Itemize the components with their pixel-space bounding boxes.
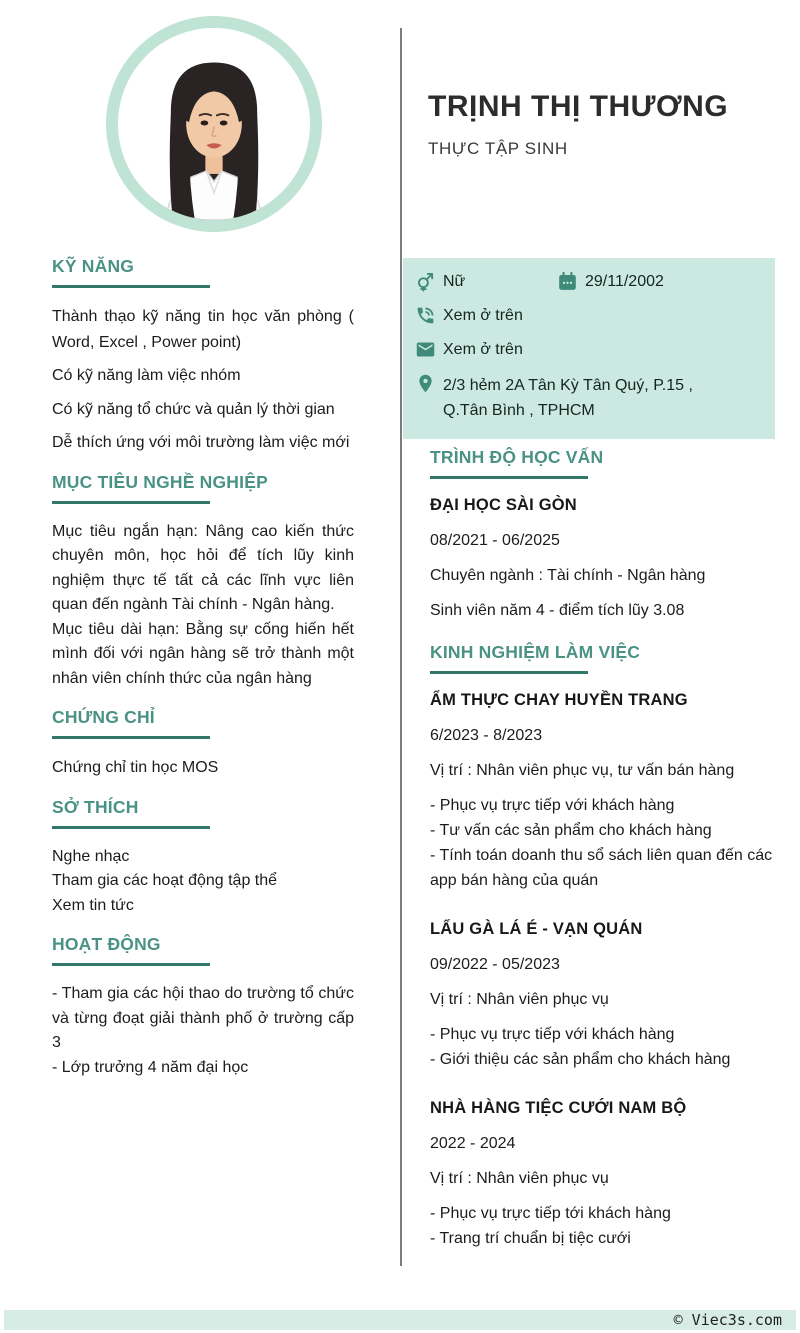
- objective-short-term: Mục tiêu ngắn hạn: Nâng cao kiến thức chuyên môn, học hỏi để tích lũy kinh nghiệm thực tế tất cả các lĩnh vực liên quan đến ngành Tài chính - Ngân hàng.: [52, 522, 354, 613]
- job-entry: [430, 690, 776, 893]
- skill-item: Dễ thích ứng với môi trường làm việc mới: [52, 434, 350, 451]
- candidate-title: THỰC TẬP SINH: [428, 139, 568, 158]
- hobbies-heading: SỞ THÍCH: [52, 796, 139, 817]
- gender-value: Nữ: [443, 273, 466, 290]
- job-bullet: - Trang trí chuẩn bị tiệc cưới: [430, 1230, 631, 1247]
- address-value: [443, 373, 693, 423]
- job-entry: [430, 1098, 776, 1251]
- heading-underline: [430, 671, 588, 674]
- address-line-2: Q.Tân Bình , TPHCM: [443, 402, 595, 419]
- contact-row-address: [415, 373, 763, 423]
- job-bullets: [430, 793, 776, 893]
- contact-row-phone: [415, 305, 763, 326]
- heading-underline: [52, 285, 210, 288]
- objective-heading: MỤC TIÊU NGHỀ NGHIỆP: [52, 471, 268, 492]
- section-activities: [52, 933, 354, 1080]
- section-education: [430, 446, 776, 623]
- location-icon: [415, 373, 436, 394]
- candidate-name: TRỊNH THỊ THƯƠNG: [428, 90, 729, 123]
- skill-item: Có kỹ năng tổ chức và quản lý thời gian: [52, 400, 335, 418]
- job-entry: [430, 919, 776, 1072]
- gender-icon: [415, 271, 436, 292]
- school-name: ĐẠI HỌC SÀI GÒN: [430, 496, 577, 514]
- activity-item: - Tham gia các hội thao do trường tổ chức và từng đoạt giải thành phố ở trường cấp 3: [52, 985, 354, 1051]
- skills-heading: KỸ NĂNG: [52, 256, 135, 276]
- hobby-item: Nghe nhạc: [52, 847, 130, 865]
- job-bullet: - Phục vụ trực tiếp tới khách hàng: [430, 1205, 671, 1222]
- section-objective: [52, 471, 354, 692]
- heading-underline: [52, 736, 210, 739]
- job-position: Vị trí : Nhân viên phục vụ, tư vấn bán hàng: [430, 762, 735, 779]
- hobby-item: Xem tin tức: [52, 896, 134, 914]
- header: [428, 90, 778, 159]
- section-certificates: [52, 706, 354, 781]
- education-major: Chuyên ngành : Tài chính - Ngân hàng: [430, 567, 706, 584]
- activities-heading: HOẠT ĐỘNG: [52, 934, 161, 954]
- right-column: [430, 446, 776, 1251]
- job-position: Vị trí : Nhân viên phục vụ: [430, 1170, 609, 1187]
- education-heading: TRÌNH ĐỘ HỌC VẤN: [430, 447, 604, 467]
- job-bullet: - Tính toán doanh thu sổ sách liên quan đến các app bán hàng của quán: [430, 847, 773, 889]
- education-status: Sinh viên năm 4 - điểm tích lũy 3.08: [430, 602, 685, 619]
- heading-underline: [430, 476, 588, 479]
- activity-item: - Lớp trưởng 4 năm đại học: [52, 1058, 249, 1076]
- birth-date-value: 29/11/2002: [585, 273, 664, 290]
- hobby-item: Tham gia các hoạt động tập thể: [52, 872, 278, 889]
- job-bullets: [430, 1201, 776, 1251]
- calendar-icon: [557, 271, 578, 292]
- company-name: NHÀ HÀNG TIỆC CƯỚI NAM BỘ: [430, 1099, 687, 1117]
- column-divider: [400, 28, 402, 1266]
- job-bullet: - Giới thiệu các sản phẩm cho khách hàng: [430, 1051, 731, 1068]
- phone-value: Xem ở trên: [443, 307, 523, 324]
- job-period: 6/2023 - 8/2023: [430, 727, 543, 744]
- email-icon: [415, 339, 436, 360]
- heading-underline: [52, 826, 210, 829]
- certificate-item: Chứng chỉ tin học MOS: [52, 759, 219, 776]
- gender-group: [415, 271, 557, 292]
- skill-item: Thành thạo kỹ năng tin học văn phòng ( Word, Excel , Power point): [52, 308, 354, 351]
- phone-icon: [415, 305, 436, 326]
- job-bullet: - Phục vụ trực tiếp với khách hàng: [430, 797, 675, 814]
- left-column: [52, 255, 354, 1080]
- objective-long-term: Mục tiêu dài hạn: Bằng sự cống hiến hết mình đối với ngân hàng sẽ trở thành một nhân viên chính thức của ngân hàng: [52, 620, 354, 687]
- avatar: [118, 28, 310, 220]
- experience-heading: KINH NGHIỆM LÀM VIỆC: [430, 642, 641, 662]
- job-position: Vị trí : Nhân viên phục vụ: [430, 991, 609, 1008]
- heading-underline: [52, 501, 210, 504]
- job-bullet: - Tư vấn các sản phẩm cho khách hàng: [430, 822, 712, 839]
- footer-credit: © Viec3s.com: [673, 1311, 782, 1329]
- company-name: LẨU GÀ LÁ É - VẠN QUÁN: [430, 920, 643, 938]
- email-value: Xem ở trên: [443, 341, 523, 358]
- company-name: ẨM THỰC CHAY HUYỀN TRANG: [430, 691, 688, 709]
- section-experience: [430, 641, 776, 1251]
- heading-underline: [52, 963, 210, 966]
- certificates-heading: CHỨNG CHỈ: [52, 707, 155, 727]
- education-period: 08/2021 - 06/2025: [430, 532, 560, 549]
- footer-bar: [4, 1310, 796, 1330]
- skill-item: Có kỹ năng làm việc nhóm: [52, 367, 241, 384]
- section-skills: [52, 255, 354, 456]
- contact-row-gender-dob: [415, 271, 763, 292]
- job-bullet: - Phục vụ trực tiếp với khách hàng: [430, 1026, 675, 1043]
- contact-info-box: [403, 258, 775, 439]
- profile-photo: [106, 16, 322, 232]
- job-bullets: [430, 1022, 776, 1072]
- job-period: 2022 - 2024: [430, 1135, 516, 1152]
- dob-group: [557, 271, 664, 292]
- job-period: 09/2022 - 05/2023: [430, 956, 560, 973]
- contact-row-email: [415, 339, 763, 360]
- address-line-1: 2/3 hẻm 2A Tân Kỳ Tân Quý, P.15 ,: [443, 377, 693, 394]
- section-hobbies: [52, 796, 354, 919]
